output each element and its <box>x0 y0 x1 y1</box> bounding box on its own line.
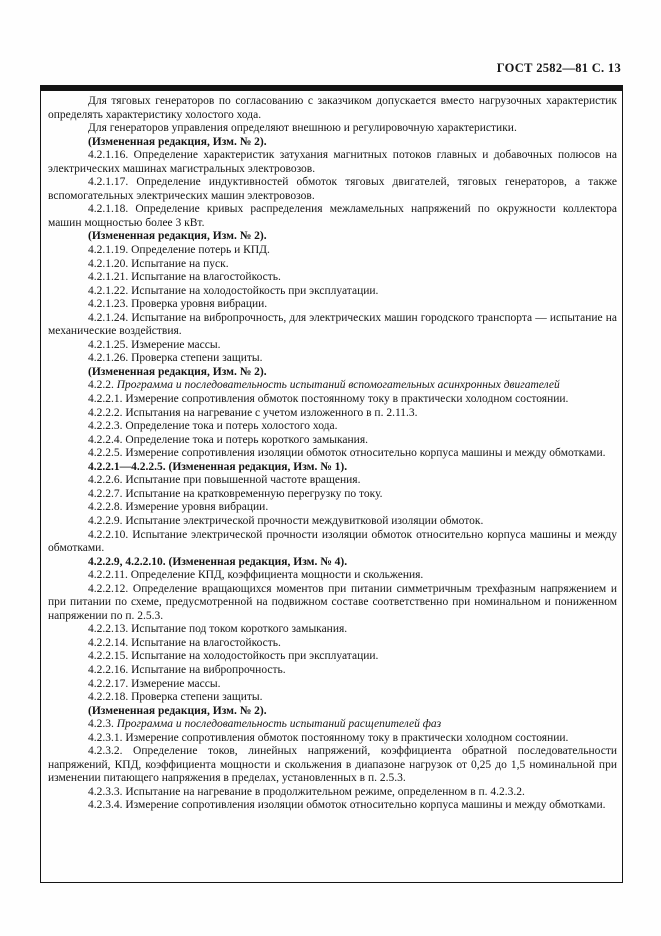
paragraph <box>48 678 617 692</box>
text-run: 4.2.2.12. Определение вращающихся моментов при питании симметричным трехфазным напряжением и при питании по схеме, предусмотренной на подвижном составе соответственно при номинальном и пониженном напряжении по п. 2.5.3. <box>48 582 617 622</box>
paragraph <box>48 230 617 244</box>
paragraph <box>48 339 617 353</box>
paragraph <box>48 529 617 556</box>
text-run: 4.2.1.22. Испытание на холодостойкость при эксплуатации. <box>88 284 379 297</box>
text-run: 4.2.2.3. Определение тока и потерь холостого хода. <box>88 420 338 433</box>
paragraph <box>48 149 617 176</box>
paragraph <box>48 298 617 312</box>
paragraph <box>48 407 617 421</box>
text-run: Для генераторов управления определяют внешнюю и регулировочную характеристики. <box>88 122 517 135</box>
text-run: 4.2.2.9. Испытание электрической прочности междувитковой изоляции обмоток. <box>88 514 484 527</box>
paragraph <box>48 379 617 393</box>
paragraph <box>48 285 617 299</box>
text-run: 4.2.3.3. Испытание на нагревание в продолжительном режиме, определенном в п. 4.2.3.2. <box>88 785 525 798</box>
text-run: 4.2.2.5. Измерение сопротивления изоляции обмоток относительно корпуса машины и между обмотками. <box>88 447 606 460</box>
paragraph <box>48 474 617 488</box>
text-run: 4.2.1.24. Испытание на вибропрочность, для электрических машин городского транспорта — испытание на механические воздействия. <box>48 311 617 338</box>
paragraph <box>48 95 617 122</box>
text-run: 4.2.1.25. Измерение массы. <box>88 338 221 351</box>
text-run: (Измененная редакция, Изм. № 2). <box>88 365 267 378</box>
paragraph <box>48 650 617 664</box>
text-run: 4.2.1.26. Проверка степени защиты. <box>88 352 263 365</box>
paragraph <box>48 352 617 366</box>
text-run: 4.2.2.1. Измерение сопротивления обмоток постоянному току в практически холодном состоянии. <box>88 393 569 406</box>
text-run: Программа и последовательность испытаний расщепителей фаз <box>116 718 442 731</box>
paragraph <box>48 569 617 583</box>
text-run: 4.2.2.10. Испытание электрической прочности изоляции обмоток относительно корпуса машины и между обмотками. <box>48 528 617 555</box>
text-run: 4.2.2.18. Проверка степени защиты. <box>88 691 263 704</box>
paragraph <box>48 786 617 800</box>
paragraph <box>48 447 617 461</box>
text-run: 4.2.1.17. Определение индуктивностей обмоток тяговых двигателей, тяговых генераторов, а также вспомогательных электрических машин электровозов. <box>48 176 617 202</box>
paragraph <box>48 122 617 136</box>
text-run: 4.2.2.1—4.2.2.5. (Измененная редакция, Изм. № 1). <box>88 460 348 473</box>
paragraph <box>48 705 617 719</box>
text-run: (Измененная редакция, Изм. № 2). <box>88 704 267 717</box>
paragraph <box>48 732 617 746</box>
paragraph <box>48 799 617 813</box>
paragraph <box>48 718 617 732</box>
paragraph <box>48 244 617 258</box>
paragraph <box>48 461 617 475</box>
paragraph <box>48 393 617 407</box>
paragraph <box>48 258 617 272</box>
text-run: 4.2.2.8. Измерение уровня вибрации. <box>88 501 269 514</box>
paragraph <box>48 434 617 448</box>
text-run: 4.2.1.23. Проверка уровня вибрации. <box>88 298 268 311</box>
paragraph <box>48 176 617 203</box>
paragraph <box>48 488 617 502</box>
paragraph <box>48 637 617 651</box>
text-run: 4.2.2.14. Испытание на влагостойкость. <box>88 636 281 649</box>
paragraph <box>48 691 617 705</box>
text-run: 4.2.3. <box>88 718 117 731</box>
paragraph <box>48 366 617 380</box>
text-run: 4.2.3.1. Измерение сопротивления обмоток постоянному току в практически холодном состоянии. <box>88 731 569 744</box>
text-run: Программа и последовательность испытаний вспомогательных асинхронных двигателей <box>116 379 560 392</box>
page-header: ГОСТ 2582—81 С. 13 <box>496 61 621 75</box>
paragraph <box>48 623 617 637</box>
text-run: (Измененная редакция, Изм. № 2). <box>88 135 267 148</box>
text-run: 4.2.2.2. Испытания на нагревание с учетом изложенного в п. 2.11.3. <box>88 406 418 419</box>
text-run: 4.2.2.7. Испытание на кратковременную перегрузку по току. <box>88 487 383 500</box>
text-run: 4.2.2.6. Испытание при повышенной частоте вращения. <box>88 474 361 487</box>
text-run: 4.2.1.20. Испытание на пуск. <box>88 257 229 270</box>
text-run: 4.2.2.16. Испытание на вибропрочность. <box>88 663 286 676</box>
paragraph <box>48 745 617 786</box>
text-run: 4.2.1.21. Испытание на влагостойкость. <box>88 271 281 284</box>
paragraph <box>48 583 617 624</box>
text-run: 4.2.2.9, 4.2.2.10. (Измененная редакция, Изм. № 4). <box>88 555 348 568</box>
paragraph <box>48 420 617 434</box>
paragraph <box>48 664 617 678</box>
paragraph <box>48 203 617 230</box>
text-run: 4.2.2.11. Определение КПД, коэффициента мощности и скольжения. <box>88 569 424 582</box>
text-run: 4.2.2.17. Измерение массы. <box>88 677 221 690</box>
paragraph <box>48 556 617 570</box>
text-run: 4.2.1.16. Определение характеристик затухания магнитных потоков главных и добавочных полюсов на электрических машинах магистральных электровозов. <box>48 149 617 175</box>
paragraph <box>48 515 617 529</box>
paragraph <box>48 271 617 285</box>
text-run: 4.2.2. <box>88 379 117 392</box>
text-run: Для тяговых генераторов по согласованию с заказчиком допускается вместо нагрузочных характеристик определять характеристику холостого хода. <box>48 95 617 121</box>
paragraph <box>48 501 617 515</box>
paragraph <box>48 136 617 150</box>
text-run: 4.2.3.4. Измерение сопротивления изоляции обмоток относительно корпуса машины и между обмотками. <box>88 799 606 812</box>
text-run: 4.2.2.13. Испытание под током короткого замыкания. <box>88 623 348 636</box>
page-frame <box>40 85 623 883</box>
text-run: 4.2.2.15. Испытание на холодостойкость при эксплуатации. <box>88 650 379 663</box>
paragraph <box>48 312 617 339</box>
text-run: 4.2.2.4. Определение тока и потерь короткого замыкания. <box>88 433 368 446</box>
text-run: 4.2.1.18. Определение кривых распределения межламельных напряжений по окружности коллектора машин мощностью более 3 кВт. <box>48 203 617 229</box>
text-run: 4.2.3.2. Определение токов, линейных напряжений, коэффициента обратной последовательности напряжений, КПД, коэффициента мощности и скольжения в диапазоне нагрузок от 0,25 до 1,5 номинальной при изменении питающего напряжения в пределах, установленных в п. 2.5.3. <box>48 745 617 785</box>
text-run: 4.2.1.19. Определение потерь и КПД. <box>88 244 270 257</box>
text-run: (Измененная редакция, Изм. № 2). <box>88 230 267 243</box>
document-body <box>48 95 617 813</box>
